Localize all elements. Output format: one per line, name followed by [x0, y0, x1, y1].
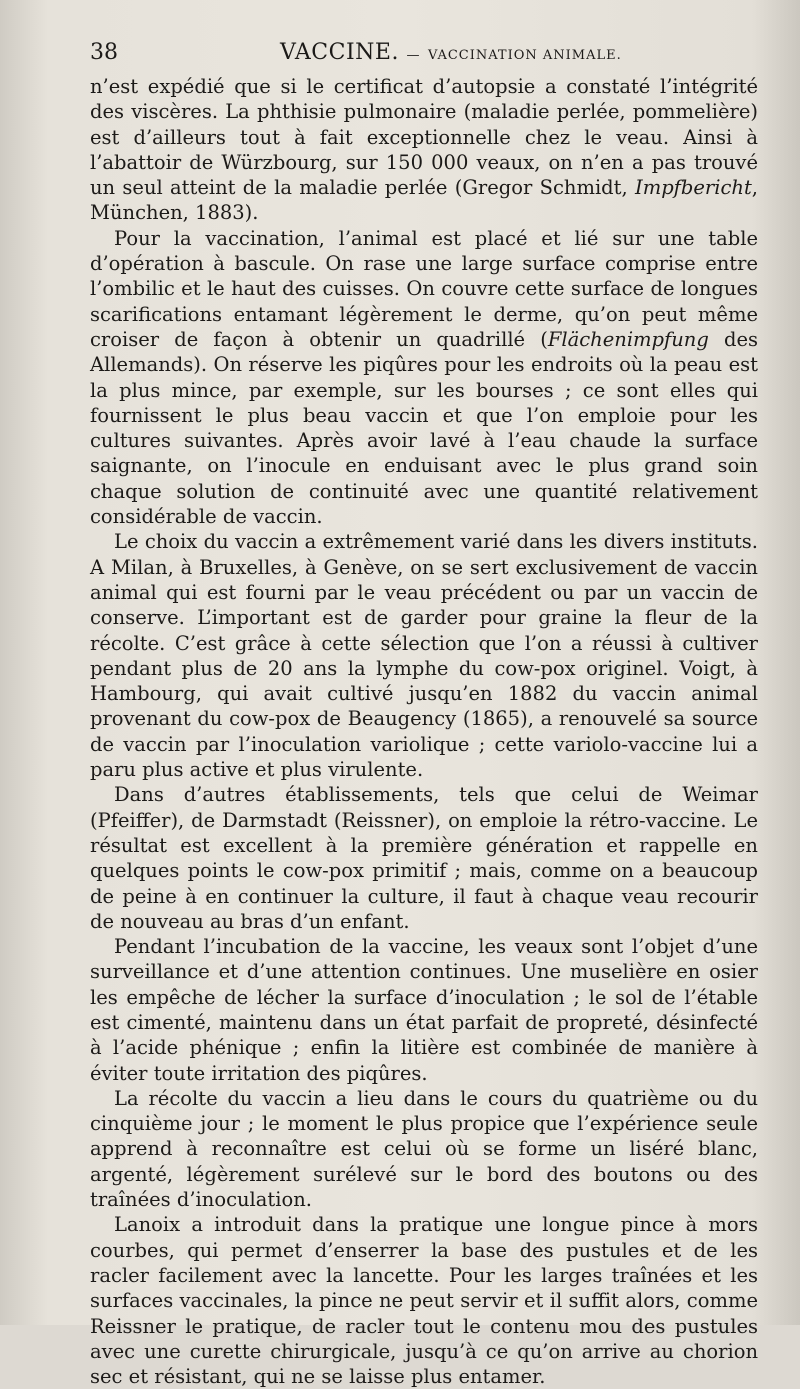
paragraph-4: Dans d’autres établissements, tels que celui de Weimar (Pfeiffer), de Darmstadt (Reissner), on emploie la rétro-vaccine. Le résultat est excellent à la première génération et rappelle en quelques points le cow-pox primitif ; mais, comme on a beaucoup de peine à en continuer la culture, il faut à chaque veau recourir de nouveau au bras d’un enfant. — [90, 783, 758, 933]
paragraph-2-after: des Allemands). On réserve les piqûres pour les endroits où la peau est la plus mince, par exemple, sur les bourses ; ce sont elles qui fournissent le plus beau vaccin et que l’on emploie pour les cultures suivantes. Après avoir lavé à l’eau chaude la surface saignante, on l’inocule en enduisant avec le plus grand soin chaque solution de continuité avec une quantité relativement considérable de vaccin. — [90, 327, 758, 529]
paragraph-1-after: , München, 1883). — [90, 176, 758, 225]
paragraph-1 — [90, 74, 758, 226]
body-text — [90, 74, 758, 1389]
running-title-sub: VACCINATION ANIMALE. — [427, 48, 622, 63]
running-title — [280, 40, 622, 65]
paragraph-2-text: Pour la vaccination, l’animal est placé et lié sur une table d’opération à bascule. On rase une large surface comprise entre l’ombilic et le haut des cuisses. On couvre cette surface de longues scarifications entamant légèrement le derme, qu’on peut même croiser de façon à obtenir un quadrillé ( — [90, 226, 758, 351]
page-number: 38 — [90, 40, 118, 65]
paragraph-5: Pendant l’incubation de la vaccine, les veaux sont l’objet d’une surveillance et d’une attention continues. Une muselière en osier les empêche de lécher la surface d’inoculation ; le sol de l’étable est cimenté, maintenu dans un état parfait de propreté, désinfecté à l’acide phénique ; enfin la litière est combinée de manière à éviter toute irritation des piqûres. — [90, 935, 758, 1085]
running-title-main: VACCINE. — [280, 40, 399, 65]
running-header — [90, 40, 758, 70]
paragraph-7: Lanoix a introduit dans la pratique une longue pince à mors courbes, qui permet d’enserrer la base des pustules et de les racler facilement avec la lancette. Pour les larges traînées et les surfaces vaccinales, la pince ne peut servir et il suffit alors, comme Reissner le pratique, de racler tout le contenu mou des pustules avec une curette chirurgicale, jusqu’à ce qu’on arrive au chorion sec et résistant, qui ne se laisse plus entamer. — [90, 1213, 758, 1389]
paragraph-3: Le choix du vaccin a extrêmement varié dans les divers instituts. A Milan, à Bruxelles, à Genève, on se sert exclusivement de vaccin animal qui est fourni par le veau précédent ou par un vaccin de conserve. L’important est de garder pour graine la fleur de la récolte. C’est grâce à cette sélection que l’on a réussi à cultiver pendant plus de 20 ans la lymphe du cow-pox originel. Voigt, à Hambourg, qui avait cultivé jusqu’en 1882 du vaccin animal provenant du cow-pox de Beaugency (1865), a renouvelé sa source de vaccin par l’inoculation variolique ; cette variolo-vaccine lui a paru plus active et plus virulente. — [90, 530, 758, 782]
paragraph-6: La récolte du vaccin a lieu dans le cours du quatrième ou du cinquième jour ; le moment le plus propice que l’expérience seule apprend à reconnaître est celui où se forme un liséré blanc, argenté, légèrement surélevé sur le bord des boutons ou des traînées d’inoculation. — [90, 1086, 758, 1212]
running-title-dash: — — [406, 48, 421, 63]
paragraph-2-italic: Flächenimpfung — [547, 327, 709, 351]
paragraph-1-text: n’est expédié que si le certificat d’autopsie a constaté l’intégrité des viscères. La phthisie pulmonaire (maladie perlée, pommelière) est d’ailleurs tout à fait exceptionnelle chez le veau. Ainsi à l’abattoir de Würzbourg, sur 150 000 veaux, on n’en a pas trouvé un seul atteint de la maladie perlée (Gregor Schmidt, — [90, 75, 758, 200]
paragraph-2 — [90, 226, 758, 530]
paragraph-1-italic: Impfbericht — [635, 176, 752, 200]
